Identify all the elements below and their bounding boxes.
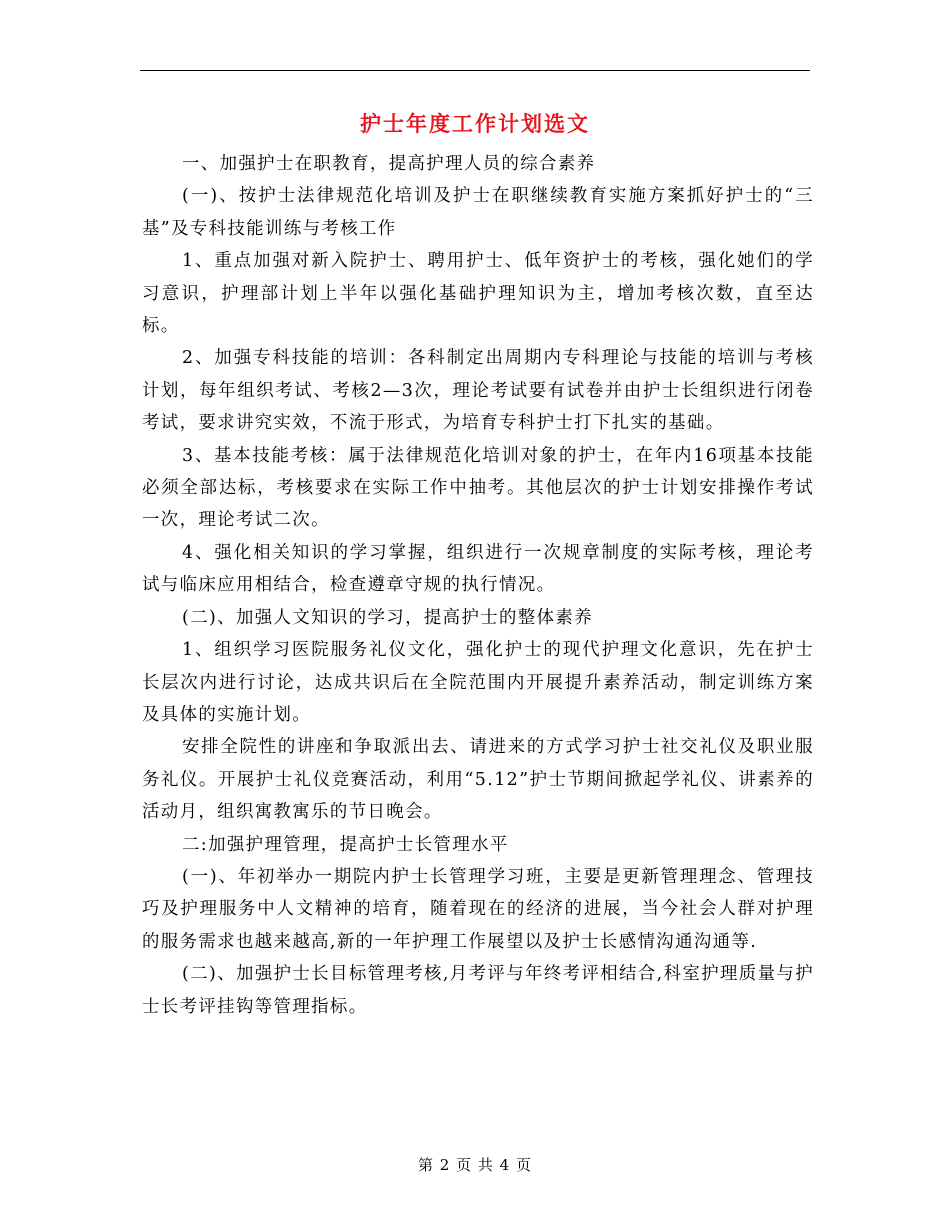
document-body [142, 148, 814, 1023]
section-heading-2: 二:加强护理管理，提高护士长管理水平 [182, 834, 509, 855]
subsection-heading-1-2: (二)、加强人文知识的学习，提高护士的整体素养 [182, 607, 593, 628]
paragraph-management-2: (二)、加强护士长目标管理考核,月考评与年终考评相结合,科室护理质量与护士长考评挂钩等管理指标。 [142, 964, 814, 1017]
paragraph-item-3: 3、基本技能考核：属于法律规范化培训对象的护士，在年内16项基本技能必须全部达标，考核要求在实际工作中抽考。其他层次的护士计划安排操作考试一次，理论考试二次。 [142, 445, 814, 531]
paragraph-item-1: 1、重点加强对新入院护士、聘用护士、低年资护士的考核，强化她们的学习意识，护理部计划上半年以强化基础护理知识为主，增加考核次数，直至达标。 [142, 251, 814, 337]
section-heading-1: 一、加强护士在职教育，提高护理人员的综合素养 [182, 154, 596, 174]
subsection-heading-1-1: (一)、按护士法律规范化培训及护士在职继续教育实施方案抓好护士的“三基”及专科技能训练与考核工作 [142, 186, 814, 239]
paragraph-item-4: 4、强化相关知识的学习掌握，组织进行一次规章制度的实际考核，理论考试与临床应用相结合，检查遵章守规的执行情况。 [142, 542, 814, 596]
paragraph-management-1: (一)、年初举办一期院内护士长管理学习班，主要是更新管理理念、管理技巧及护理服务中人文精神的培育，随着现在的经济的进展，当今社会人群对护理的服务需求也越来越高,新的一年护理工作展望以及护士长感情沟通沟通等. [142, 866, 814, 952]
header-rule [140, 70, 810, 71]
page-footer: 第 2 页 共 4 页 [418, 1156, 532, 1174]
paragraph-item-2: 2、加强专科技能的培训：各科制定出周期内专科理论与技能的培训与考核计划，每年组织考试、考核2—3次，理论考试要有试卷并由护士长组织进行闭卷考试，要求讲究实效，不流于形式，为培育专科护士打下扎实的基础。 [142, 348, 814, 434]
document-title: 护士年度工作计划选文 [360, 111, 590, 136]
paragraph-etiquette-1: 1、组织学习医院服务礼仪文化，强化护士的现代护理文化意识，先在护士长层次内进行讨论，达成共识后在全院范围内开展提升素养活动，制定训练方案及具体的实施计划。 [142, 640, 814, 725]
paragraph-etiquette-2: 安排全院性的讲座和争取派出去、请进来的方式学习护士社交礼仪及职业服务礼仪。开展护士礼仪竞赛活动，利用“5.12”护士节期间掀起学礼仪、讲素养的活动月，组织寓教寓乐的节日晚会。 [142, 737, 814, 823]
